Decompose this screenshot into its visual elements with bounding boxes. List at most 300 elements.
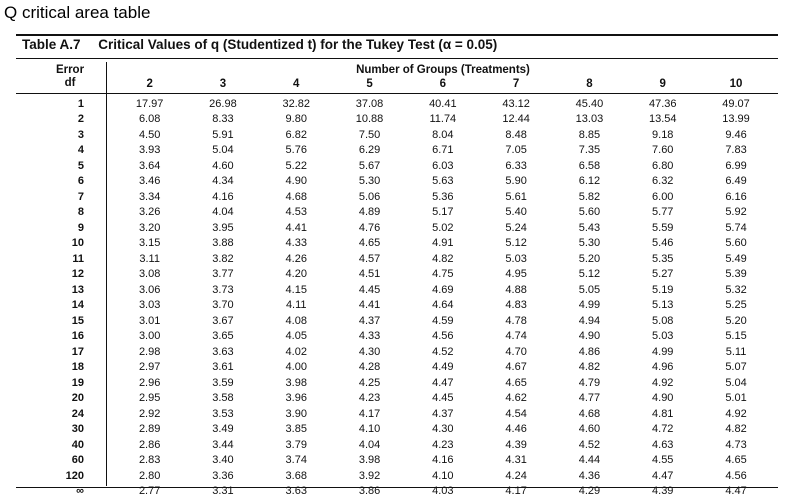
table-cell: 5.22 [285, 159, 307, 172]
table-cell: 4.34 [212, 175, 234, 188]
table-cell: 4.92 [725, 407, 747, 420]
table-cell: 4.36 [578, 469, 601, 482]
table-cell: 2.77 [138, 485, 161, 498]
table-cell: 6.82 [285, 128, 307, 141]
table-cell: 5.27 [652, 268, 674, 281]
table-cell: 13.03 [575, 113, 604, 126]
column-header: 4 [293, 78, 300, 90]
row-df: 4 [77, 144, 84, 157]
row-df: 10 [71, 237, 84, 250]
table-cell: 6.32 [652, 175, 674, 188]
table-cell: 5.20 [578, 252, 601, 265]
table-cell: 6.16 [725, 190, 747, 203]
table-cell: 3.03 [138, 299, 161, 312]
table-cell: 4.28 [358, 361, 381, 374]
table-cell: 3.67 [212, 314, 234, 327]
table-cell: 5.60 [725, 237, 747, 250]
table-cell: 4.00 [285, 361, 307, 374]
table-cell: 4.47 [652, 469, 674, 482]
table-row [40, 96, 773, 112]
table-body [40, 96, 773, 499]
table-cell: 6.08 [138, 113, 161, 126]
table-cell: 40.41 [429, 97, 457, 110]
table-row [40, 236, 773, 252]
table-cell: 4.04 [212, 206, 234, 219]
table-cell: 3.85 [285, 423, 307, 436]
table-cell: 4.44 [578, 454, 601, 467]
table-cell: 4.56 [432, 330, 454, 343]
title-rule [16, 58, 778, 59]
table-cell: 2.89 [138, 423, 161, 436]
table-row [40, 127, 773, 143]
table-row [40, 406, 773, 422]
column-headers [113, 78, 773, 90]
table-cell: 4.89 [358, 206, 381, 219]
table-cell: 4.62 [505, 392, 527, 405]
table-cell: 3.15 [138, 237, 161, 250]
row-df: 17 [71, 345, 84, 358]
table-cell: 4.82 [725, 423, 747, 436]
table-cell: 3.79 [285, 438, 307, 451]
table-cell: 5.01 [725, 392, 747, 405]
table-cell: 4.47 [432, 376, 454, 389]
table-row [40, 453, 773, 469]
table-cell: 4.15 [285, 283, 307, 296]
table-cell: 4.47 [725, 485, 747, 498]
table-cell: 4.03 [432, 485, 454, 498]
table-cell: 7.05 [505, 144, 527, 157]
table-cell: 4.78 [505, 314, 527, 327]
table-cell: 4.59 [432, 314, 454, 327]
table-cell: 3.74 [285, 454, 307, 467]
table-cell: 5.04 [725, 376, 747, 389]
row-df: 5 [77, 159, 84, 172]
table-cell: 3.65 [212, 330, 234, 343]
row-df: 18 [71, 361, 84, 374]
span-header: Number of Groups (Treatments) [356, 64, 530, 76]
table-cell: 13.54 [648, 113, 677, 126]
stub-header-line-1: Error [55, 64, 85, 76]
table-cell: 4.79 [578, 376, 601, 389]
table-cell: 4.69 [432, 283, 454, 296]
table-cell: 4.90 [285, 175, 307, 188]
table-cell: 5.90 [505, 175, 527, 188]
table-cell: 4.46 [505, 423, 527, 436]
table-cell: 3.00 [138, 330, 161, 343]
table-cell: 5.32 [725, 283, 747, 296]
table-cell: 3.63 [212, 345, 234, 358]
table-cell: 13.99 [722, 113, 750, 126]
table-cell: 4.33 [285, 237, 307, 250]
column-header: 2 [146, 78, 153, 90]
row-df: 1 [77, 97, 84, 110]
table-cell: 4.02 [285, 345, 307, 358]
table-cell: 3.40 [212, 454, 234, 467]
table-cell: 7.83 [725, 144, 747, 157]
table-cell: 4.53 [285, 206, 307, 219]
table-cell: 5.30 [578, 237, 601, 250]
table-cell: 2.80 [138, 469, 161, 482]
row-df: 8 [77, 206, 84, 219]
table-cell: 5.40 [505, 206, 527, 219]
table-cell: 4.81 [652, 407, 674, 420]
table-cell: 3.53 [212, 407, 234, 420]
table-row [40, 205, 773, 221]
table-cell: 4.68 [578, 407, 601, 420]
table-cell: 6.99 [725, 159, 747, 172]
table-cell: 4.57 [358, 252, 381, 265]
column-header: 7 [512, 78, 520, 90]
table-cell: 4.39 [652, 485, 674, 498]
table-cell: 7.35 [578, 144, 601, 157]
table-cell: 5.02 [432, 221, 454, 234]
table-cell: 4.70 [505, 345, 527, 358]
table-cell: 11.74 [429, 113, 457, 126]
table-cell: 3.95 [212, 221, 234, 234]
row-df: 7 [77, 190, 84, 203]
table-cell: 3.73 [212, 283, 234, 296]
row-df: 13 [71, 283, 84, 296]
table-cell: 4.82 [578, 361, 601, 374]
table-cell: 3.20 [138, 221, 161, 234]
row-df: 9 [77, 221, 84, 234]
row-df: 12 [71, 268, 84, 281]
table-cell: 2.98 [138, 345, 161, 358]
table-cell: 4.30 [358, 345, 381, 358]
table-cell: 5.25 [725, 299, 747, 312]
table-cell: 5.12 [578, 268, 601, 281]
table-cell: 3.92 [358, 469, 381, 482]
table-cell: 4.99 [652, 345, 674, 358]
table-cell: 3.63 [285, 485, 307, 498]
column-header: 3 [219, 78, 227, 90]
table-cell: 4.20 [285, 268, 307, 281]
row-df: 15 [71, 314, 84, 327]
table-row [40, 220, 773, 236]
table-cell: 3.36 [212, 469, 234, 482]
table-cell: 6.00 [652, 190, 674, 203]
table-cell: 4.16 [212, 190, 234, 203]
table-cell: 3.06 [138, 283, 161, 296]
column-header: 10 [729, 78, 743, 90]
table-cell: 4.95 [505, 268, 527, 281]
table-row [40, 112, 773, 128]
table-cell: 8.85 [578, 128, 601, 141]
table-cell: 4.49 [432, 361, 454, 374]
column-header: 6 [439, 78, 447, 90]
table-row [40, 143, 773, 159]
table-cell: 45.40 [575, 97, 604, 110]
table-cell: 6.49 [725, 175, 747, 188]
table-cell: 4.41 [358, 299, 381, 312]
row-df: 20 [71, 392, 84, 405]
table-cell: 4.55 [652, 454, 674, 467]
table-cell: 6.71 [432, 144, 454, 157]
table-cell: 4.90 [652, 392, 674, 405]
table-cell: 5.35 [652, 252, 674, 265]
header-rule [16, 93, 778, 94]
table-cell: 49.07 [722, 97, 750, 110]
table-cell: 8.48 [505, 128, 527, 141]
table-cell: 4.90 [578, 330, 601, 343]
table-row [40, 422, 773, 438]
row-df: 60 [71, 454, 84, 467]
table-cell: 3.59 [212, 376, 234, 389]
table-cell: 3.88 [212, 237, 234, 250]
table-cell: 5.36 [432, 190, 454, 203]
table-cell: 32.82 [282, 97, 310, 110]
table-cell: 3.49 [212, 423, 234, 436]
column-header: 9 [659, 78, 666, 90]
table-cell: 5.17 [432, 206, 454, 219]
table-cell: 6.03 [432, 159, 454, 172]
table-cell: 4.51 [358, 268, 381, 281]
table-cell: 6.80 [652, 159, 674, 172]
table-cell: 5.39 [725, 268, 747, 281]
table-cell: 5.08 [652, 314, 674, 327]
table-label: Table A.7 [22, 37, 81, 52]
table-cell: 2.97 [138, 361, 161, 374]
table-cell: 17.97 [135, 97, 164, 110]
table-cell: 4.92 [652, 376, 674, 389]
table-row [40, 174, 773, 190]
column-header: 8 [586, 78, 593, 90]
table-row [40, 468, 773, 484]
table-cell: 4.65 [505, 376, 527, 389]
table-cell: 4.39 [505, 438, 527, 451]
table-cell: 4.37 [432, 407, 454, 420]
table-cell: 5.60 [578, 206, 601, 219]
table-cell: 3.93 [138, 144, 161, 157]
table-row [40, 298, 773, 314]
table-cell: 3.34 [138, 190, 161, 203]
table-cell: 5.06 [358, 190, 381, 203]
table-cell: 2.83 [138, 454, 161, 467]
table-cell: 3.77 [212, 268, 234, 281]
table-row [40, 158, 773, 174]
table-cell: 4.63 [652, 438, 674, 451]
table-cell: 3.46 [138, 175, 161, 188]
table-cell: 4.96 [652, 361, 674, 374]
table-cell: 2.96 [138, 376, 161, 389]
table-cell: 2.86 [138, 438, 161, 451]
table-cell: 4.23 [432, 438, 454, 451]
table-cell: 4.08 [285, 314, 307, 327]
row-df: 6 [77, 175, 84, 188]
row-df: 11 [72, 252, 84, 265]
table-cell: 3.58 [212, 392, 234, 405]
table-row [40, 282, 773, 298]
table-cell: 3.31 [212, 485, 234, 498]
table-cell: 3.96 [285, 392, 307, 405]
table-cell: 5.20 [725, 314, 747, 327]
table-cell: 5.74 [725, 221, 747, 234]
row-df: 19 [71, 376, 84, 389]
table-cell: 2.95 [138, 392, 161, 405]
table-top-rule [16, 34, 778, 36]
table-cell: 4.73 [725, 438, 747, 451]
table-cell: 5.92 [725, 206, 747, 219]
table-cell: 4.54 [505, 407, 527, 420]
table-cell: 5.46 [652, 237, 674, 250]
table-cell: 4.86 [578, 345, 601, 358]
column-header: 5 [366, 78, 373, 90]
table-row [40, 313, 773, 329]
table-cell: 4.33 [358, 330, 381, 343]
table-cell: 3.26 [138, 206, 161, 219]
table-cell: 3.98 [285, 376, 307, 389]
table-cell: 3.86 [358, 485, 381, 498]
row-df: 3 [77, 128, 84, 141]
table-cell: 47.36 [648, 97, 677, 110]
table-cell: 4.68 [285, 190, 307, 203]
table-cell: 5.15 [725, 330, 747, 343]
table-row [40, 267, 773, 283]
table-cell: 4.10 [432, 469, 454, 482]
table-cell: 4.75 [432, 268, 454, 281]
table-row [40, 360, 773, 376]
stub-header-line-2: df [64, 77, 76, 89]
table-cell: 4.31 [505, 454, 527, 467]
table-cell: 5.11 [725, 345, 747, 358]
row-df: 2 [77, 113, 84, 126]
table-cell: 3.90 [285, 407, 307, 420]
table-cell: 4.65 [725, 454, 747, 467]
table-cell: 4.45 [358, 283, 381, 296]
table-cell: 10.88 [355, 113, 384, 126]
table-cell: 5.05 [578, 283, 601, 296]
table-cell: 4.52 [578, 438, 601, 451]
table-cell: 5.63 [432, 175, 454, 188]
table-cell: 8.04 [432, 128, 454, 141]
table-cell: 5.77 [652, 206, 674, 219]
table-cell: 4.77 [578, 392, 601, 405]
table-cell: 5.82 [578, 190, 601, 203]
table-cell: 4.30 [432, 423, 454, 436]
table-row [40, 484, 773, 500]
table-title [22, 37, 497, 52]
table-cell: 4.99 [578, 299, 601, 312]
table-cell: 8.33 [212, 113, 234, 126]
table-cell: 4.29 [578, 485, 601, 498]
table-cell: 4.60 [578, 423, 601, 436]
table-cell: 4.17 [358, 407, 381, 420]
table-cell: 4.82 [432, 252, 454, 265]
table-cell: 9.80 [285, 113, 307, 126]
stub-header [40, 64, 100, 90]
table-cell: 5.59 [652, 221, 674, 234]
table-cell: 6.58 [578, 159, 601, 172]
table-cell: 4.25 [358, 376, 381, 389]
table-cell: 5.19 [652, 283, 674, 296]
table-cell: 3.70 [212, 299, 234, 312]
table-cell: 12.44 [502, 113, 530, 126]
table-cell: 5.24 [505, 221, 527, 234]
table-cell: 5.13 [652, 299, 674, 312]
table-cell: 4.65 [358, 237, 381, 250]
table-title-text: Critical Values of q (Studentized t) for the Tukey Test (α = 0.05) [98, 37, 498, 52]
table-cell: 37.08 [355, 97, 384, 110]
table-cell: 9.18 [652, 128, 674, 141]
row-df: 30 [71, 423, 84, 436]
table-cell: 3.61 [212, 361, 234, 374]
table-cell: 4.94 [578, 314, 601, 327]
table-cell: 4.17 [505, 485, 527, 498]
table-cell: 4.83 [505, 299, 527, 312]
table-cell: 6.29 [358, 144, 381, 157]
table-cell: 4.37 [358, 314, 381, 327]
table-cell: 5.43 [578, 221, 601, 234]
table-cell: 5.12 [505, 237, 527, 250]
table-cell: 5.76 [285, 144, 307, 157]
table-cell: 5.91 [212, 128, 234, 141]
table-cell: 6.12 [578, 175, 601, 188]
table-cell: 43.12 [502, 97, 530, 110]
table-cell: 6.33 [505, 159, 527, 172]
table-bottom-rule [16, 487, 778, 488]
table-cell: 9.46 [725, 128, 747, 141]
table-cell: 5.67 [358, 159, 381, 172]
table-cell: 4.88 [505, 283, 527, 296]
table-cell: 4.60 [212, 159, 234, 172]
table-row [40, 391, 773, 407]
table-cell: 4.67 [505, 361, 527, 374]
table-cell: 4.91 [432, 237, 454, 250]
table-cell: 4.72 [652, 423, 674, 436]
table-cell: 7.60 [652, 144, 674, 157]
table-cell: 4.24 [505, 469, 527, 482]
table-cell: 26.98 [209, 97, 237, 110]
table-cell: 4.11 [285, 299, 307, 312]
table-cell: 3.64 [138, 159, 161, 172]
table-cell: 4.41 [285, 221, 307, 234]
table-row [40, 189, 773, 205]
table-row [40, 251, 773, 267]
table-cell: 4.04 [358, 438, 381, 451]
table-cell: 3.01 [138, 314, 161, 327]
page-caption: Q critical area table [4, 3, 151, 22]
row-df: 14 [71, 299, 84, 312]
table-cell: 3.11 [139, 252, 160, 265]
row-df: 40 [71, 438, 84, 451]
table-row [40, 375, 773, 391]
table-cell: 3.98 [358, 454, 381, 467]
table-cell: 4.52 [432, 345, 454, 358]
table-cell: 3.44 [212, 438, 234, 451]
table-cell: 5.04 [212, 144, 234, 157]
row-df: 24 [71, 407, 84, 420]
table-cell: 4.64 [432, 299, 454, 312]
table-cell: 4.56 [725, 469, 747, 482]
table-cell: 3.08 [138, 268, 161, 281]
table-cell: 5.03 [505, 252, 527, 265]
row-df: 16 [71, 330, 84, 343]
table-cell: 4.16 [432, 454, 454, 467]
table-row [40, 437, 773, 453]
table-cell: 5.30 [358, 175, 381, 188]
table-cell: 4.23 [358, 392, 381, 405]
table-cell: 5.07 [725, 361, 747, 374]
table-cell: 4.10 [358, 423, 381, 436]
row-df: ∞ [76, 485, 84, 498]
table-cell: 4.74 [505, 330, 527, 343]
table-cell: 5.61 [505, 190, 527, 203]
table-cell: 4.26 [285, 252, 307, 265]
table-cell: 4.76 [358, 221, 381, 234]
table-row [40, 329, 773, 345]
table-cell: 5.49 [725, 252, 747, 265]
table-cell: 2.92 [138, 407, 161, 420]
